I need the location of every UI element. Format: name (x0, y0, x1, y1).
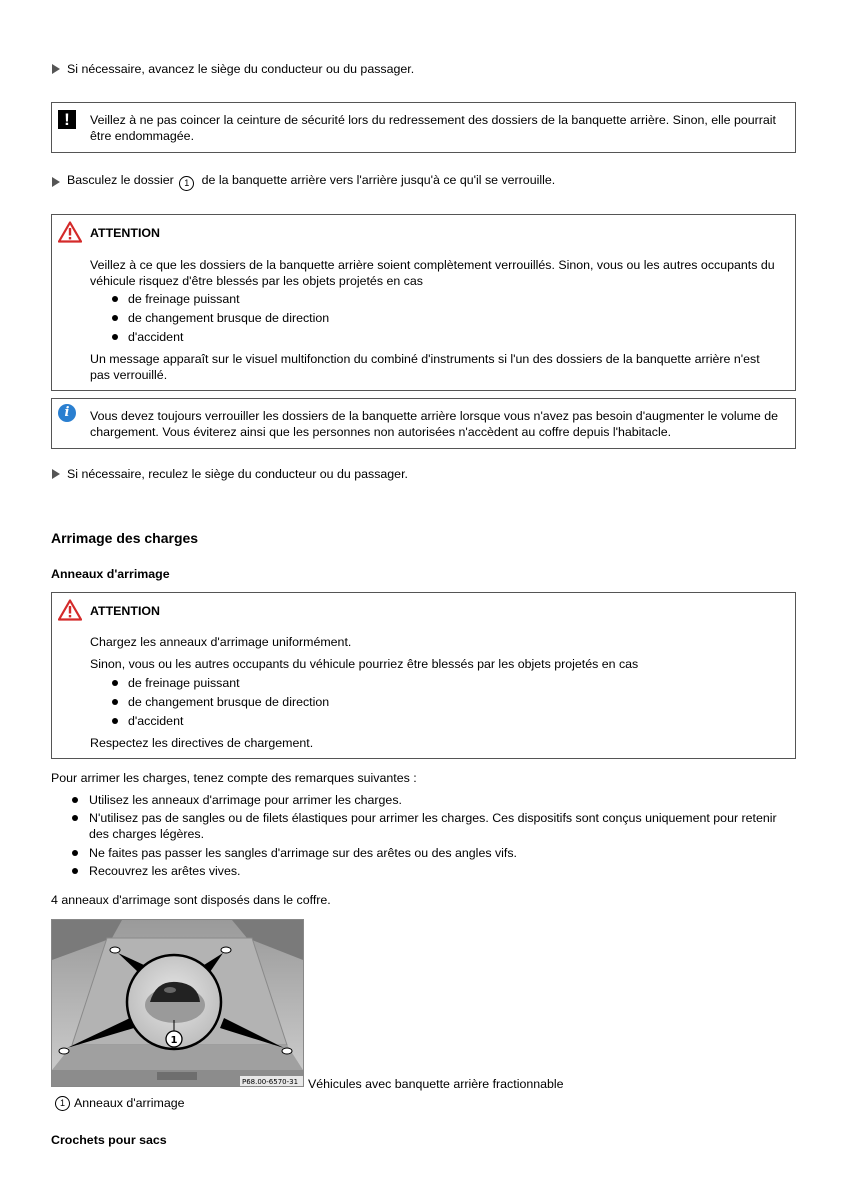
info-icon: i (58, 404, 76, 422)
figure-code: P68.00-6570-31 (242, 1078, 299, 1086)
remarks-intro: Pour arrimer les charges, tenez compte des remarques suivantes : (51, 771, 417, 785)
exclamation-icon: ! (58, 110, 76, 129)
step-arrow-icon (52, 177, 60, 187)
trunk-illustration (52, 920, 303, 1086)
warning-bullet (112, 675, 240, 691)
bullet-text: d'accident (128, 330, 184, 344)
notice-text: Veillez à ne pas coincer la ceinture de sécurité lors du redressement des dossiers de la banquette arrière. Sinon, elle pourrait être endommagée. (90, 113, 776, 143)
step-text: Si nécessaire, avancez le siège du conducteur ou du passager. (67, 62, 415, 76)
bullet-text: de freinage puissant (128, 292, 240, 306)
step-arrow-icon (52, 64, 60, 74)
step-text (67, 172, 555, 191)
warning-text: Un message apparaît sur le visuel multifonction du combiné d'instruments si l'un des dossiers de la banquette arrière n'est pas verrouillé. (90, 352, 760, 382)
step-text-part: de la banquette arrière vers l'arrière jusqu'à ce qu'il se verrouille. (201, 173, 556, 187)
info-text: Vous devez toujours verrouiller les dossiers de la banquette arrière lorsque vous n'avez pas besoin d'augmenter le volume de chargement. Vous éviterez ainsi que les personnes non autorisées n'accèdent au coffre depuis l'habitacle. (90, 409, 778, 439)
section-title: Arrimage des charges (51, 530, 199, 546)
legend-label: Anneaux d'arrimage (74, 1096, 185, 1110)
warning-box (51, 214, 796, 391)
list-item-text: N'utilisez pas de sangles ou de filets élastiques pour arrimer les charges. Ces dispositifs sont conçus uniquement pour retenir des charges légères. (89, 811, 777, 841)
info-box (51, 398, 796, 449)
list-item-text: Utilisez les anneaux d'arrimage pour arrimer les charges. (89, 793, 402, 807)
step-instruction (52, 61, 414, 77)
warning-text: Chargez les anneaux d'arrimage uniformément. (90, 635, 352, 649)
warning-bullet (112, 291, 240, 307)
warning-box (51, 592, 796, 759)
figure-legend (55, 1095, 185, 1111)
step-arrow-icon (52, 469, 60, 479)
step-instruction (52, 172, 555, 191)
warning-text: Sinon, vous ou les autres occupants du véhicule pourriez être blessés par les objets projetés en cas (90, 657, 639, 671)
warning-triangle-icon (58, 221, 82, 243)
next-section-title: Crochets pour sacs (51, 1133, 167, 1147)
figure-caption: Véhicules avec banquette arrière fractionnable (308, 1077, 564, 1091)
warning-bullet (112, 713, 183, 729)
notice-box (51, 102, 796, 153)
trunk-figure (51, 919, 304, 1087)
bullet-text: de freinage puissant (128, 676, 240, 690)
legend-number: 1 (55, 1096, 70, 1111)
bullet-text: de changement brusque de direction (128, 311, 330, 325)
bullet-text: de changement brusque de direction (128, 695, 330, 709)
warning-bullet (112, 310, 329, 326)
warning-bullet (112, 694, 329, 710)
step-text-part: Basculez le dossier (67, 173, 174, 187)
list-item-text: Ne faites pas passer les sangles d'arrimage sur des arêtes ou des angles vifs. (89, 846, 517, 860)
callout-number: 1 (179, 176, 194, 191)
warning-bullet (112, 329, 183, 345)
warning-title: ATTENTION (90, 604, 160, 618)
figure-callout: 1 (170, 1035, 178, 1046)
list-item-text: Recouvrez les arêtes vives. (89, 864, 241, 878)
bullet-text: d'accident (128, 714, 184, 728)
warning-text: Respectez les directives de chargement. (90, 736, 314, 750)
step-text: Si nécessaire, reculez le siège du conducteur ou du passager. (67, 467, 408, 481)
warning-title: ATTENTION (90, 226, 160, 240)
rings-text: 4 anneaux d'arrimage sont disposés dans le coffre. (51, 893, 331, 907)
warning-triangle-icon (58, 599, 82, 621)
subsection-title: Anneaux d'arrimage (51, 567, 170, 581)
step-instruction (52, 466, 408, 482)
warning-text: Veillez à ce que les dossiers de la banquette arrière soient complètement verrouillés. Sinon, vous ou les autres occupants du véhicule risquez d'être blessés par les objets projetés en cas (90, 258, 775, 288)
